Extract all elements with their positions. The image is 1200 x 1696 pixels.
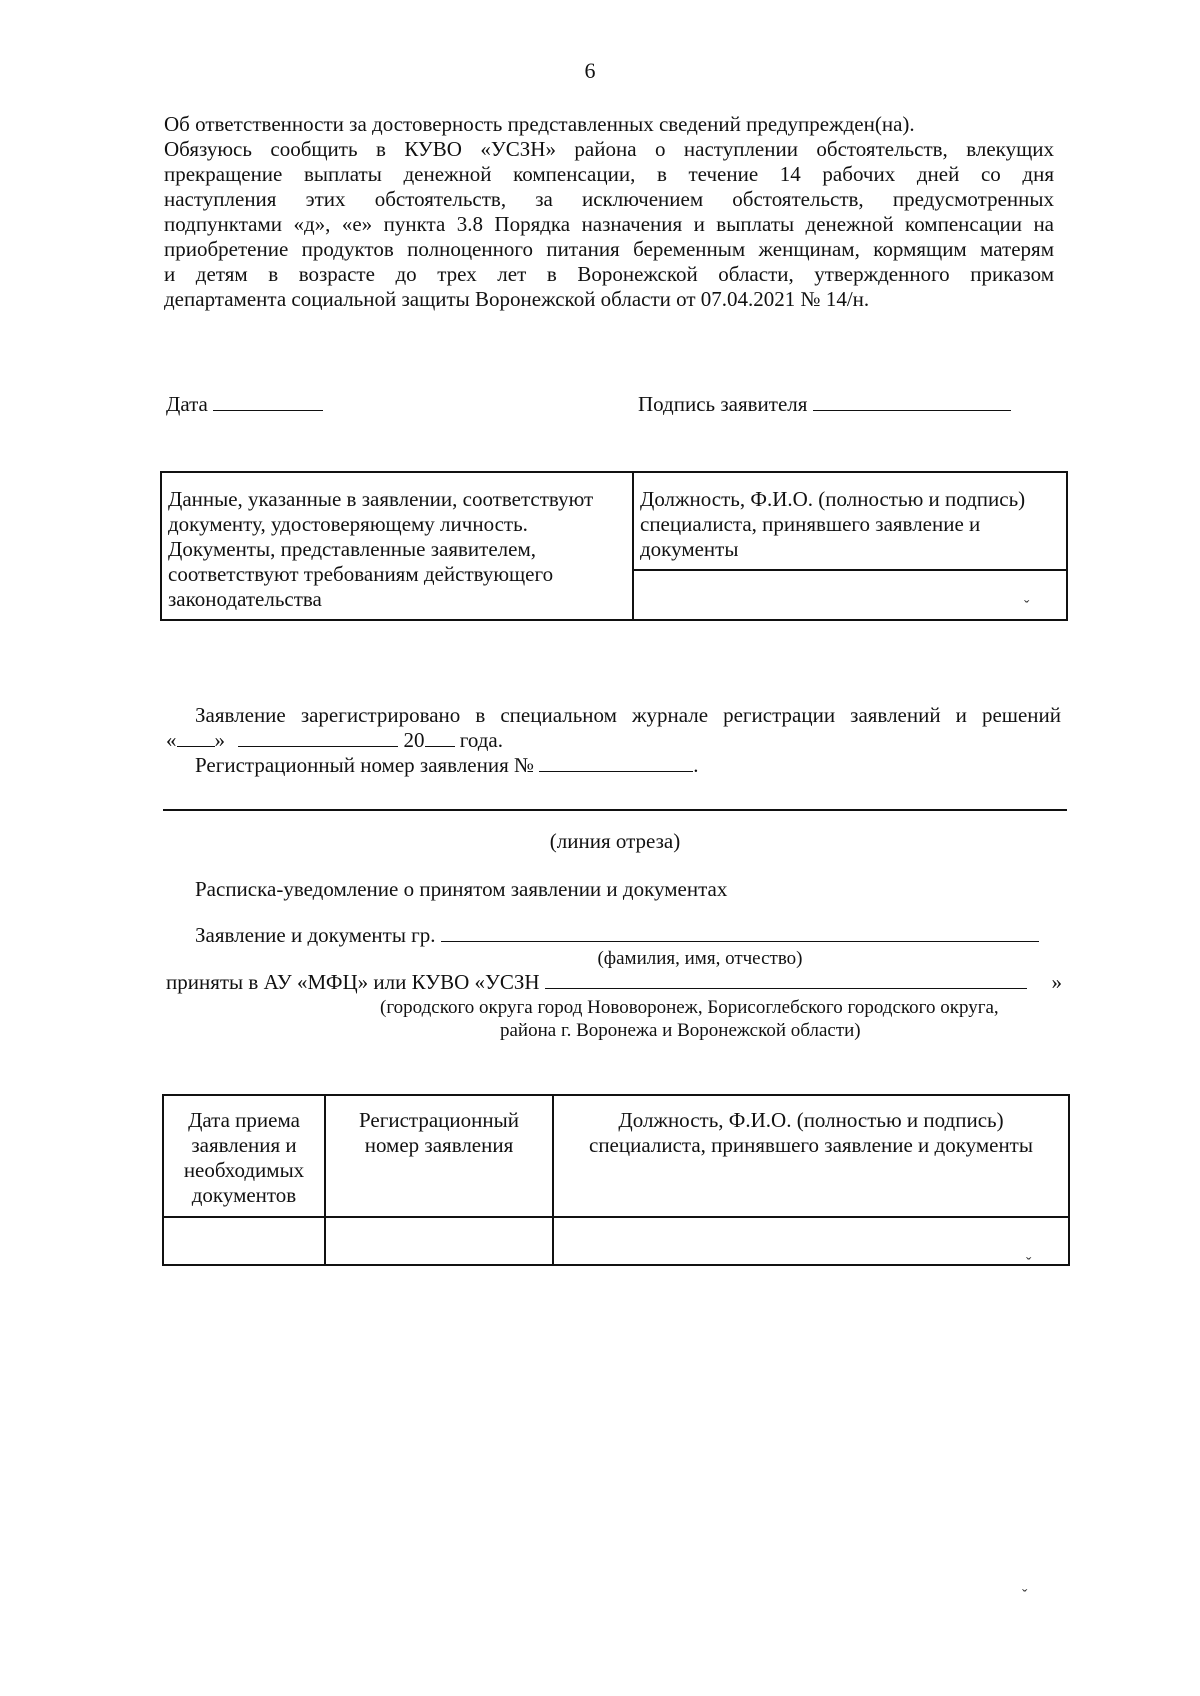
verification-line: Данные, указанные в заявлении, соответствуют: [168, 487, 594, 511]
district-blank[interactable]: [545, 970, 1027, 989]
specialist-line: документы: [640, 537, 739, 561]
receipt-date-header: [163, 1095, 325, 1217]
verification-data-cell: [161, 472, 633, 620]
cut-line-label: (линия отреза): [549, 829, 681, 853]
specialist-signature-cell[interactable]: [633, 570, 1067, 620]
header-line: Регистрационный: [359, 1108, 519, 1132]
date-blank[interactable]: [213, 392, 323, 411]
receipt-accepted-label: приняты в АУ «МФЦ» или КУВО «УСЗН: [166, 970, 540, 994]
header-line: необходимых: [183, 1158, 305, 1182]
applicant-signature-field: [638, 392, 1011, 417]
registration-date: [166, 728, 503, 753]
scan-mark: ˇ: [1026, 1255, 1032, 1272]
year-prefix: 20: [403, 728, 425, 752]
receipt-specialist-header: [553, 1095, 1069, 1217]
day-blank[interactable]: [177, 728, 215, 747]
applicant-signature-blank[interactable]: [813, 392, 1011, 411]
specialist-line: специалиста, принявшего заявление и: [640, 512, 981, 536]
cut-line: [163, 809, 1067, 811]
close-quote: »: [214, 728, 225, 752]
applicant-signature-label: Подпись заявителя: [638, 392, 808, 416]
scan-mark: ˇ: [1022, 1587, 1028, 1604]
receipt-number-header: [325, 1095, 553, 1217]
specialist-header-cell: [633, 472, 1067, 570]
registration-line: Заявление зарегистрировано в специальном журнале регистрации заявлений и решений: [195, 703, 1061, 727]
header-line: заявления и: [191, 1133, 297, 1157]
registration-number-blank[interactable]: [539, 753, 693, 772]
fio-blank[interactable]: [441, 923, 1039, 942]
registration-number: [195, 753, 699, 778]
page-number: 6: [584, 58, 596, 83]
paragraph-line: Об ответственности за достоверность представленных сведений предупрежден(на).: [164, 112, 915, 136]
specialist-line: Должность, Ф.И.О. (полностью и подпись): [640, 487, 1026, 511]
open-quote: «: [166, 728, 177, 752]
receipt-title: Расписка-уведомление о принятом заявлении и документах: [195, 877, 728, 901]
date-field: [166, 392, 323, 417]
month-blank[interactable]: [238, 728, 398, 747]
scan-mark: ˇ: [1024, 598, 1030, 615]
paragraph-line: наступления этих обстоятельств, за исключением обстоятельств, предусмотренных: [164, 187, 1054, 211]
receipt-table: [162, 1094, 1070, 1266]
receipt-specialist-cell[interactable]: [553, 1217, 1069, 1265]
district-hint-line: (городского округа город Нововоронеж, Борисоглебского городского округа,: [380, 997, 999, 1018]
date-label: Дата: [166, 392, 208, 416]
receipt-accepted-field: [166, 970, 1062, 995]
verification-line: соответствуют требованиям действующего: [168, 562, 554, 586]
accepted-close-quote: »: [1051, 970, 1062, 994]
paragraph-line: Обязуюсь сообщить в КУВО «УСЗН» района о наступлении обстоятельств, влекущих: [164, 137, 1054, 161]
receipt-date-cell[interactable]: [163, 1217, 325, 1265]
paragraph-line: департамента социальной защиты Воронежской области от 07.04.2021 № 14/н.: [164, 287, 870, 311]
verification-line: документу, удостоверяющему личность.: [168, 512, 528, 536]
receipt-docs-label: Заявление и документы гр.: [195, 923, 436, 947]
fio-hint: (фамилия, имя, отчество): [597, 948, 803, 969]
verification-line: законодательства: [168, 587, 322, 611]
header-line: специалиста, принявшего заявление и документы: [589, 1133, 1033, 1157]
header-line: документов: [191, 1183, 297, 1207]
registration-number-label: Регистрационный номер заявления №: [195, 753, 535, 777]
year-suffix: года.: [459, 728, 503, 752]
receipt-docs-field: [195, 923, 1039, 948]
year-blank[interactable]: [425, 728, 455, 747]
header-line: Должность, Ф.И.О. (полностью и подпись): [618, 1108, 1004, 1132]
registration-number-end: .: [693, 753, 699, 777]
verification-table: [160, 471, 1068, 621]
header-line: Дата приема: [188, 1108, 300, 1132]
verification-line: Документы, представленные заявителем,: [168, 537, 536, 561]
district-hint-line: района г. Воронежа и Воронежской области): [500, 1020, 861, 1041]
receipt-number-cell[interactable]: [325, 1217, 553, 1265]
paragraph-line: приобретение продуктов полноценного питания беременным женщинам, кормящим матерям: [164, 237, 1054, 261]
paragraph-line: прекращение выплаты денежной компенсации, в течение 14 рабочих дней со дня: [164, 162, 1054, 186]
paragraph-line: и детям в возрасте до трех лет в Воронежской области, утвержденного приказом: [164, 262, 1054, 286]
header-line: номер заявления: [364, 1133, 514, 1157]
paragraph-line: подпунктами «д», «е» пункта 3.8 Порядка назначения и выплаты денежной компенсации на: [164, 212, 1054, 236]
